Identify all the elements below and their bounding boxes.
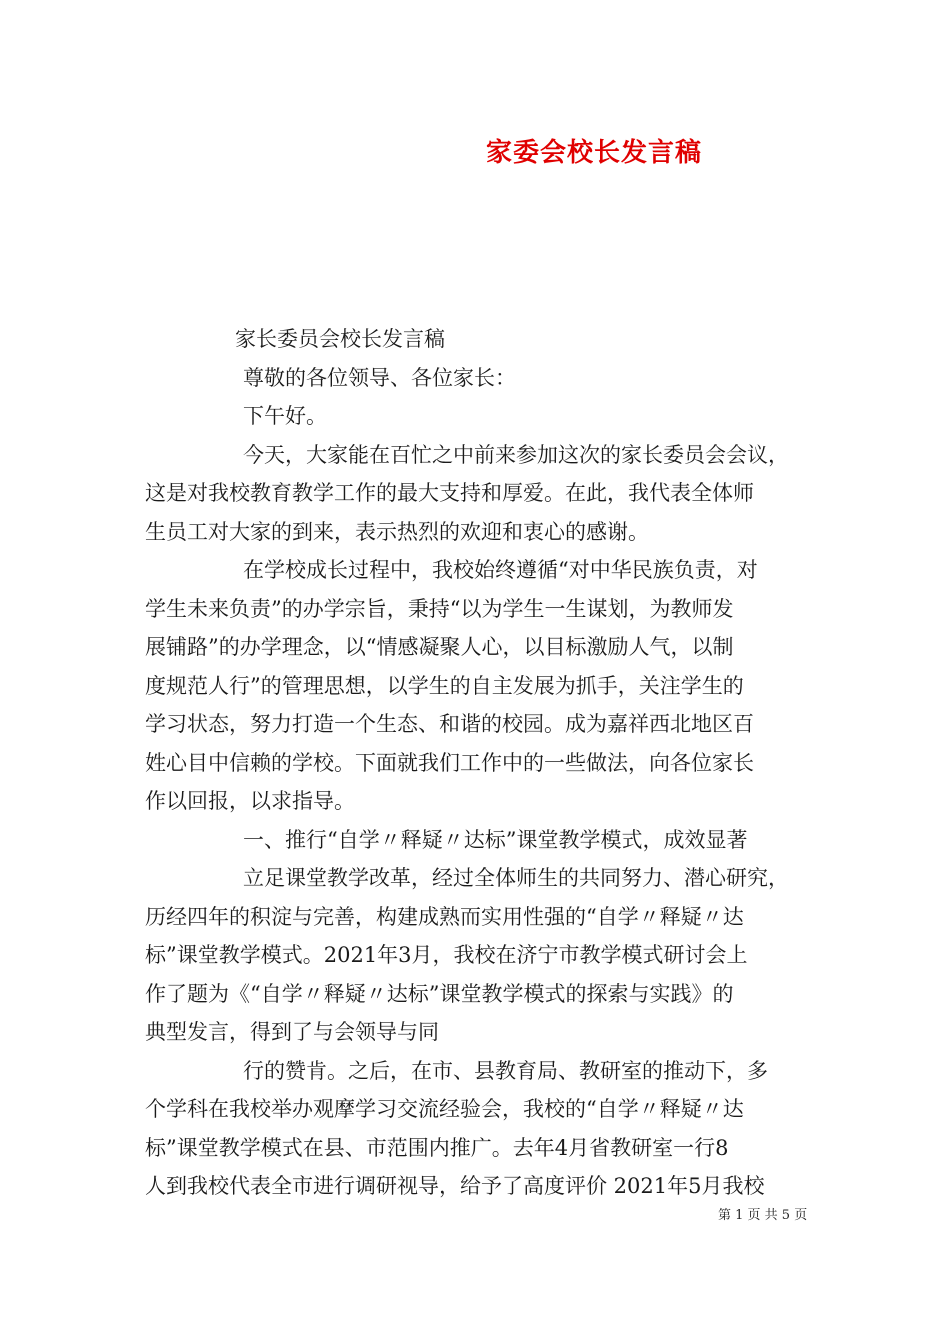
text-line: 今天，大家能在百忙之中前来参加这次的家长委员会会议， (243, 442, 789, 467)
text-line: 历经四年的积淀与完善，构建成熟而实用性强的“自学〃释疑〃达 (145, 904, 744, 929)
text-line: 标”课堂教学模式在县、市范围内推广。去年4月省教研室一行8 (145, 1135, 729, 1160)
section-heading: 一、推行“自学〃释疑〃达标”课堂教学模式，成效显著 (243, 827, 748, 852)
page-number-footer: 第 1 页 共 5 页 (718, 1208, 808, 1223)
text-line: 这是对我校教育教学工作的最大支持和厚爱。在此，我代表全体师 (145, 481, 754, 505)
text-line: 作以回报，以求指导。 (145, 789, 355, 813)
text-line: 在学校成长过程中，我校始终遵循“对中华民族负责，对 (243, 558, 758, 582)
document-body (145, 320, 813, 1206)
text-line: 尊敬的各位领导、各位家长： (243, 365, 516, 390)
text-line: 学习状态，努力打造一个生态、和谐的校园。成为嘉祥西北地区百 (145, 712, 754, 736)
text-line: 展铺路”的办学理念，以“情感凝聚人心，以目标激励人气，以制 (145, 635, 734, 659)
text-line: 典型发言，得到了与会领导与同 (145, 1020, 439, 1044)
text-line: 个学科在我校举办观摩学习交流经验会，我校的“自学〃释疑〃达 (145, 1097, 744, 1121)
text-line: 生员工对大家的到来，表示热烈的欢迎和衷心的感谢。 (145, 519, 649, 544)
text-line: 姓心目中信赖的学校。下面就我们工作中的一些做法，向各位家长 (145, 750, 754, 775)
text-line: 学生未来负责”的办学宗旨，秉持“以为学生一生谋划，为教师发 (145, 596, 734, 621)
text-line: 家长委员会校长发言稿 (235, 327, 445, 351)
text-line: 下午好。 (243, 404, 327, 428)
text-line: 度规范人行”的管理思想，以学生的自主发展为抓手，关注学生的 (145, 673, 744, 698)
text-line: 立足课堂教学改革，经过全体师生的共同努力、潜心研究， (243, 866, 789, 890)
text-line: 人到我校代表全市进行调研视导，给予了高度评价 2021年5月我校 (145, 1174, 765, 1198)
text-line: 作了题为《“自学〃释疑〃达标”课堂教学模式的探索与实践》的 (145, 981, 734, 1006)
text-line: 标”课堂教学模式。2021年3月，我校在济宁市教学模式研讨会上 (145, 943, 748, 967)
text-line: 行的赞肯。之后，在市、县教育局、教研室的推动下，多 (243, 1058, 768, 1083)
document-title: 家委会校长发言稿 (486, 138, 703, 168)
